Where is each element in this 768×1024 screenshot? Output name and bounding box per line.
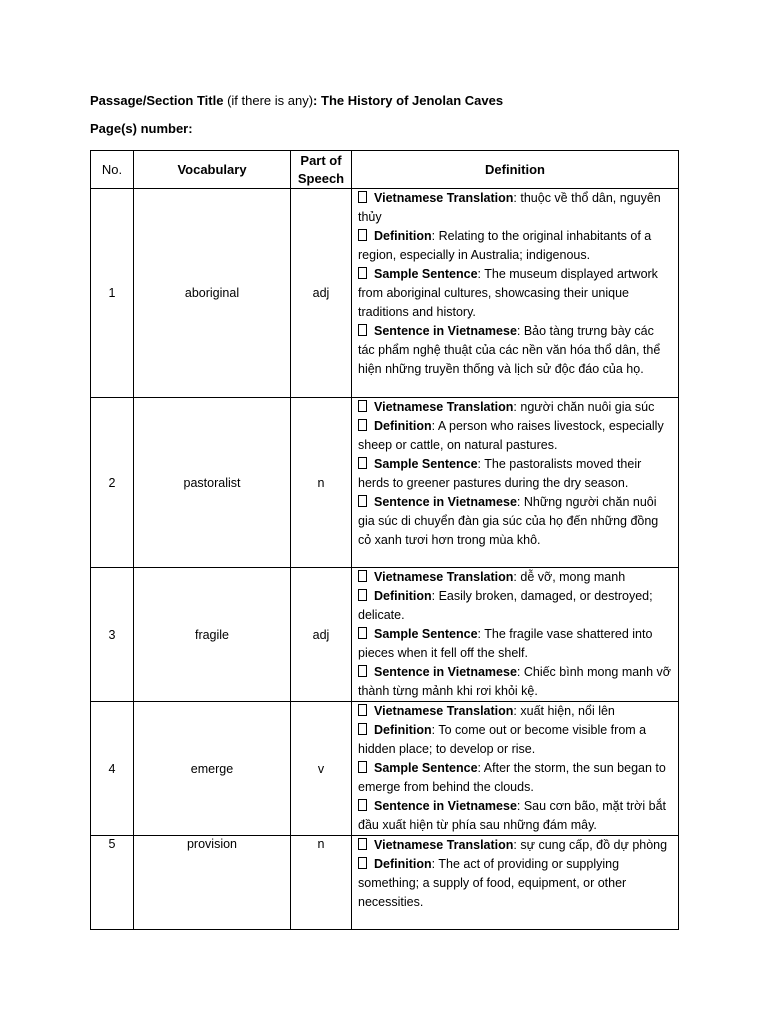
bullet-box-icon: [358, 627, 367, 639]
table-row: [91, 836, 679, 930]
entry-label: Sample Sentence: [374, 627, 478, 641]
entry-label: Vietnamese Translation: [374, 400, 514, 414]
definition-cell: [352, 702, 679, 836]
header-no: No.: [91, 151, 134, 189]
vocabulary-word: aboriginal: [134, 189, 291, 398]
row-number: 3: [91, 568, 134, 702]
entry-text: Chiếc bình mong manh vỡ thành từng mảnh khi rơi khỏi kệ.: [358, 665, 672, 698]
entry-label: Vietnamese Translation: [374, 838, 514, 852]
definition-entry-def: Definition: A person who raises livestock, especially sheep or cattle, on natural pastures.: [358, 419, 664, 452]
table-row: [91, 189, 679, 398]
row-number: 1: [91, 189, 134, 398]
entry-text: sự cung cấp, đồ dự phòng: [520, 838, 668, 852]
part-of-speech: adj: [291, 189, 352, 398]
part-of-speech: n: [291, 398, 352, 568]
table-row: [91, 398, 679, 568]
entry-label: Vietnamese Translation: [374, 191, 514, 205]
entry-label: Definition: [374, 229, 432, 243]
entry-label: Sentence in Vietnamese: [374, 665, 517, 679]
definition-cell: [352, 398, 679, 568]
entry-label: Definition: [374, 723, 432, 737]
bullet-box-icon: [358, 761, 367, 773]
definition-entry-sv: Sentence in Vietnamese: Những người chăn nuôi gia súc di chuyển đàn gia súc của họ đến những đồng cỏ xanh tươi hơn trong mùa khô.: [358, 495, 659, 547]
definition-entry-vt: Vietnamese Translation: dễ vỡ, mong manh: [358, 568, 673, 587]
entry-label: Definition: [374, 419, 432, 433]
bullet-box-icon: [358, 589, 367, 601]
bullet-box-icon: [358, 665, 367, 677]
bullet-box-icon: [358, 229, 367, 241]
entry-text: The museum displayed artwork from aboriginal cultures, showcasing their unique traditions and history.: [358, 267, 658, 319]
entry-text: A person who raises livestock, especially sheep or cattle, on natural pastures.: [358, 419, 664, 452]
definition-entry-vt: Vietnamese Translation: thuộc về thổ dân, nguyên thủy: [358, 191, 661, 224]
definition-entry-def: Definition: Relating to the original inhabitants of a region, especially in Australia; indigenous.: [358, 229, 652, 262]
section-label: Passage/Section Title: [90, 93, 224, 108]
definition-entry-ss: Sample Sentence: The fragile vase shattered into pieces when it fell off the shelf.: [358, 627, 653, 660]
part-of-speech: v: [291, 702, 352, 836]
entry-text: Easily broken, damaged, or destroyed; delicate.: [358, 589, 653, 622]
vocabulary-word: pastoralist: [134, 398, 291, 568]
table-row: [91, 568, 679, 702]
entry-text: The act of providing or supplying something; a supply of food, equipment, or other necessities.: [358, 857, 627, 909]
entry-text: The pastoralists moved their herds to greener pastures during the dry season.: [358, 457, 642, 490]
part-of-speech: adj: [291, 568, 352, 702]
entry-label: Sentence in Vietnamese: [374, 495, 517, 509]
section-colon: :: [313, 93, 318, 108]
bullet-box-icon: [358, 495, 367, 507]
definition-entry-ss: Sample Sentence: After the storm, the sun began to emerge from behind the clouds.: [358, 761, 666, 794]
entry-label: Sample Sentence: [374, 457, 478, 471]
entry-text: The fragile vase shattered into pieces when it fell off the shelf.: [358, 627, 653, 660]
entry-label: Vietnamese Translation: [374, 570, 514, 584]
bullet-box-icon: [358, 400, 367, 412]
entry-label: Vietnamese Translation: [374, 704, 514, 718]
vocabulary-word: emerge: [134, 702, 291, 836]
entry-text: Những người chăn nuôi gia súc di chuyển đàn gia súc của họ đến những đồng cỏ xanh tươi hơn trong mùa khô.: [358, 495, 659, 547]
bullet-box-icon: [358, 324, 367, 336]
table-header-row: [91, 151, 679, 189]
entry-text: Bảo tàng trưng bày các tác phẩm nghệ thuật của các nền văn hóa thổ dân, thể hiện những truyền thống và lịch sử độc đáo của họ.: [358, 324, 661, 376]
row-number: 4: [91, 702, 134, 836]
definition-entry-sv: Sentence in Vietnamese: Chiếc bình mong manh vỡ thành từng mảnh khi rơi khỏi kệ.: [358, 665, 672, 698]
header-definition: Definition: [352, 151, 679, 189]
entry-label: Sample Sentence: [374, 761, 478, 775]
bullet-box-icon: [358, 857, 367, 869]
entry-text: Relating to the original inhabitants of a region, especially in Australia; indigenous.: [358, 229, 652, 262]
definition-entry-vt: Vietnamese Translation: xuất hiện, nổi lên: [358, 702, 673, 721]
entry-label: Sentence in Vietnamese: [374, 799, 517, 813]
definition-entry-def: Definition: Easily broken, damaged, or destroyed; delicate.: [358, 589, 653, 622]
definition-entry-ss: Sample Sentence: The pastoralists moved their herds to greener pastures during the dry season.: [358, 457, 642, 490]
bullet-box-icon: [358, 570, 367, 582]
definition-entry-vt: Vietnamese Translation: người chăn nuôi gia súc: [358, 398, 673, 417]
definition-cell: [352, 568, 679, 702]
entry-label: Sample Sentence: [374, 267, 478, 281]
entry-text: dễ vỡ, mong manh: [520, 570, 626, 584]
bullet-box-icon: [358, 419, 367, 431]
table-row: [91, 702, 679, 836]
bullet-box-icon: [358, 723, 367, 735]
entry-text: To come out or become visible from a hidden place; to develop or rise.: [358, 723, 647, 756]
entry-text: người chăn nuôi gia súc: [520, 400, 655, 414]
definition-cell: [352, 189, 679, 398]
section-title-line: [90, 93, 503, 108]
entry-label: Definition: [374, 857, 432, 871]
entry-label: Definition: [374, 589, 432, 603]
bullet-box-icon: [358, 457, 367, 469]
definition-entry-def: Definition: The act of providing or supplying something; a supply of food, equipment, or other necessities.: [358, 857, 627, 909]
definition-cell: [352, 836, 679, 930]
definition-entry-sv: Sentence in Vietnamese: Sau cơn bão, mặt trời bắt đầu xuất hiện từ phía sau những đám mây.: [358, 799, 667, 832]
vocabulary-word: fragile: [134, 568, 291, 702]
header-part-of-speech: [291, 151, 352, 189]
part-of-speech: n: [291, 836, 352, 930]
pages-label: Page(s) number:: [90, 121, 193, 136]
vocabulary-table: [90, 150, 679, 930]
section-note: (if there is any): [227, 93, 314, 108]
bullet-box-icon: [358, 838, 367, 850]
entry-text: Sau cơn bão, mặt trời bắt đầu xuất hiện từ phía sau những đám mây.: [358, 799, 667, 832]
entry-label: Sentence in Vietnamese: [374, 324, 517, 338]
entry-text: After the storm, the sun began to emerge from behind the clouds.: [358, 761, 666, 794]
section-title: The History of Jenolan Caves: [321, 93, 504, 108]
bullet-box-icon: [358, 704, 367, 716]
definition-entry-ss: Sample Sentence: The museum displayed artwork from aboriginal cultures, showcasing their unique traditions and history.: [358, 267, 658, 319]
header-pos-line2: Speech: [297, 170, 345, 186]
entry-text: thuộc về thổ dân, nguyên thủy: [358, 191, 661, 224]
bullet-box-icon: [358, 799, 367, 811]
row-number: 2: [91, 398, 134, 568]
bullet-box-icon: [358, 191, 367, 203]
header-pos-line1: Part of: [300, 152, 342, 168]
header-vocabulary: Vocabulary: [134, 151, 291, 189]
row-number: 5: [91, 836, 134, 930]
vocabulary-word: provision: [134, 836, 291, 930]
bullet-box-icon: [358, 267, 367, 279]
page-number-line: [90, 121, 193, 136]
definition-entry-def: Definition: To come out or become visible from a hidden place; to develop or rise.: [358, 723, 647, 756]
entry-text: xuất hiện, nổi lên: [520, 704, 615, 718]
definition-entry-sv: Sentence in Vietnamese: Bảo tàng trưng bày các tác phẩm nghệ thuật của các nền văn hóa thổ dân, thể hiện những truyền thống và lịch sử độc đáo của họ.: [358, 324, 661, 376]
definition-entry-vt: Vietnamese Translation: sự cung cấp, đồ dự phòng: [358, 836, 673, 855]
